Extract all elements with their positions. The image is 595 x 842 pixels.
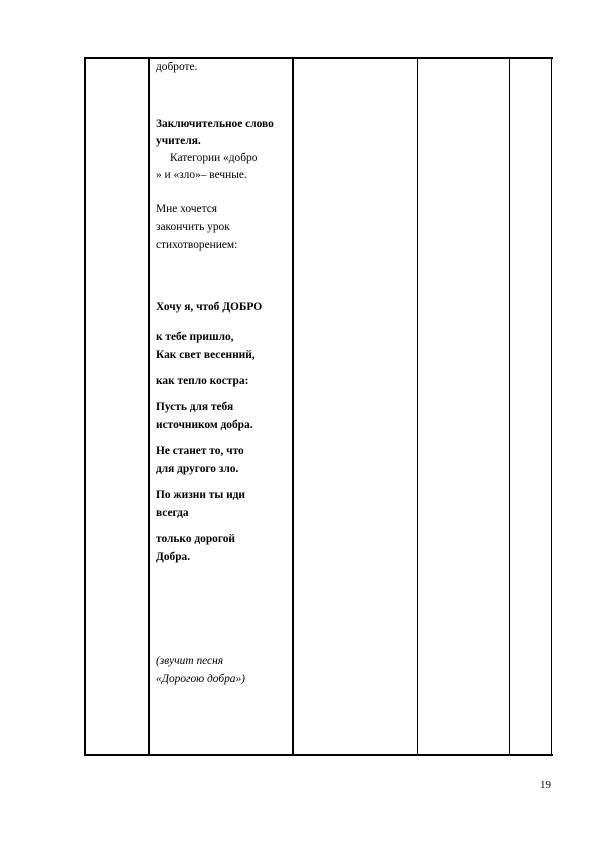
wish-section xyxy=(156,200,290,254)
poem-line-3: Как свет весенний, xyxy=(156,349,255,361)
poem-line-12: Добра. xyxy=(156,551,191,563)
poem-line-1: Хочу я, чтоб ДОБРО xyxy=(156,301,263,313)
table-col-border-1 xyxy=(84,57,86,756)
poem-block xyxy=(156,298,290,566)
poem-line-6: источником добра. xyxy=(156,419,253,431)
poem-line-4: как тепло костра: xyxy=(156,375,249,387)
poem-line-11: только дорогой xyxy=(156,533,235,545)
poem-line-9: По жизни ты иди xyxy=(156,489,246,501)
table-col-border-5 xyxy=(509,57,510,756)
table-top-border xyxy=(84,57,553,59)
poem-line-5: Пусть для тебя xyxy=(156,401,234,413)
poem-line-10: всегда xyxy=(156,507,189,519)
teacher-final-heading: Заключительное слово учителя. xyxy=(156,118,274,147)
poem-line-7: Не станет то, что xyxy=(156,445,244,457)
wish-line-3: стихотворением: xyxy=(156,239,238,251)
table-col-border-4 xyxy=(417,57,418,756)
categories-line-2: » и «зло»– вечные. xyxy=(156,169,247,181)
song-line-1: (звучит песня xyxy=(156,655,224,667)
poem-line-8: для другого зло. xyxy=(156,463,239,475)
teacher-section xyxy=(156,116,290,184)
wish-line-2: закончить урок xyxy=(156,221,230,233)
wish-line-1: Мне хочется xyxy=(156,203,217,215)
table-col-border-6 xyxy=(551,57,552,756)
table-col-border-3 xyxy=(292,57,294,756)
song-line-2: «Дорогою добра») xyxy=(156,673,245,685)
page-number: 19 xyxy=(540,779,551,791)
intro-line: доброте. xyxy=(156,61,198,73)
table-bottom-border xyxy=(84,754,553,756)
song-note xyxy=(156,652,290,688)
table-col-border-2 xyxy=(148,57,150,756)
lesson-table xyxy=(84,57,553,756)
categories-line-1: Категории «добро xyxy=(170,152,258,164)
poem-line-2: к тебе пришло, xyxy=(156,331,234,343)
table-cell-content xyxy=(156,58,290,76)
